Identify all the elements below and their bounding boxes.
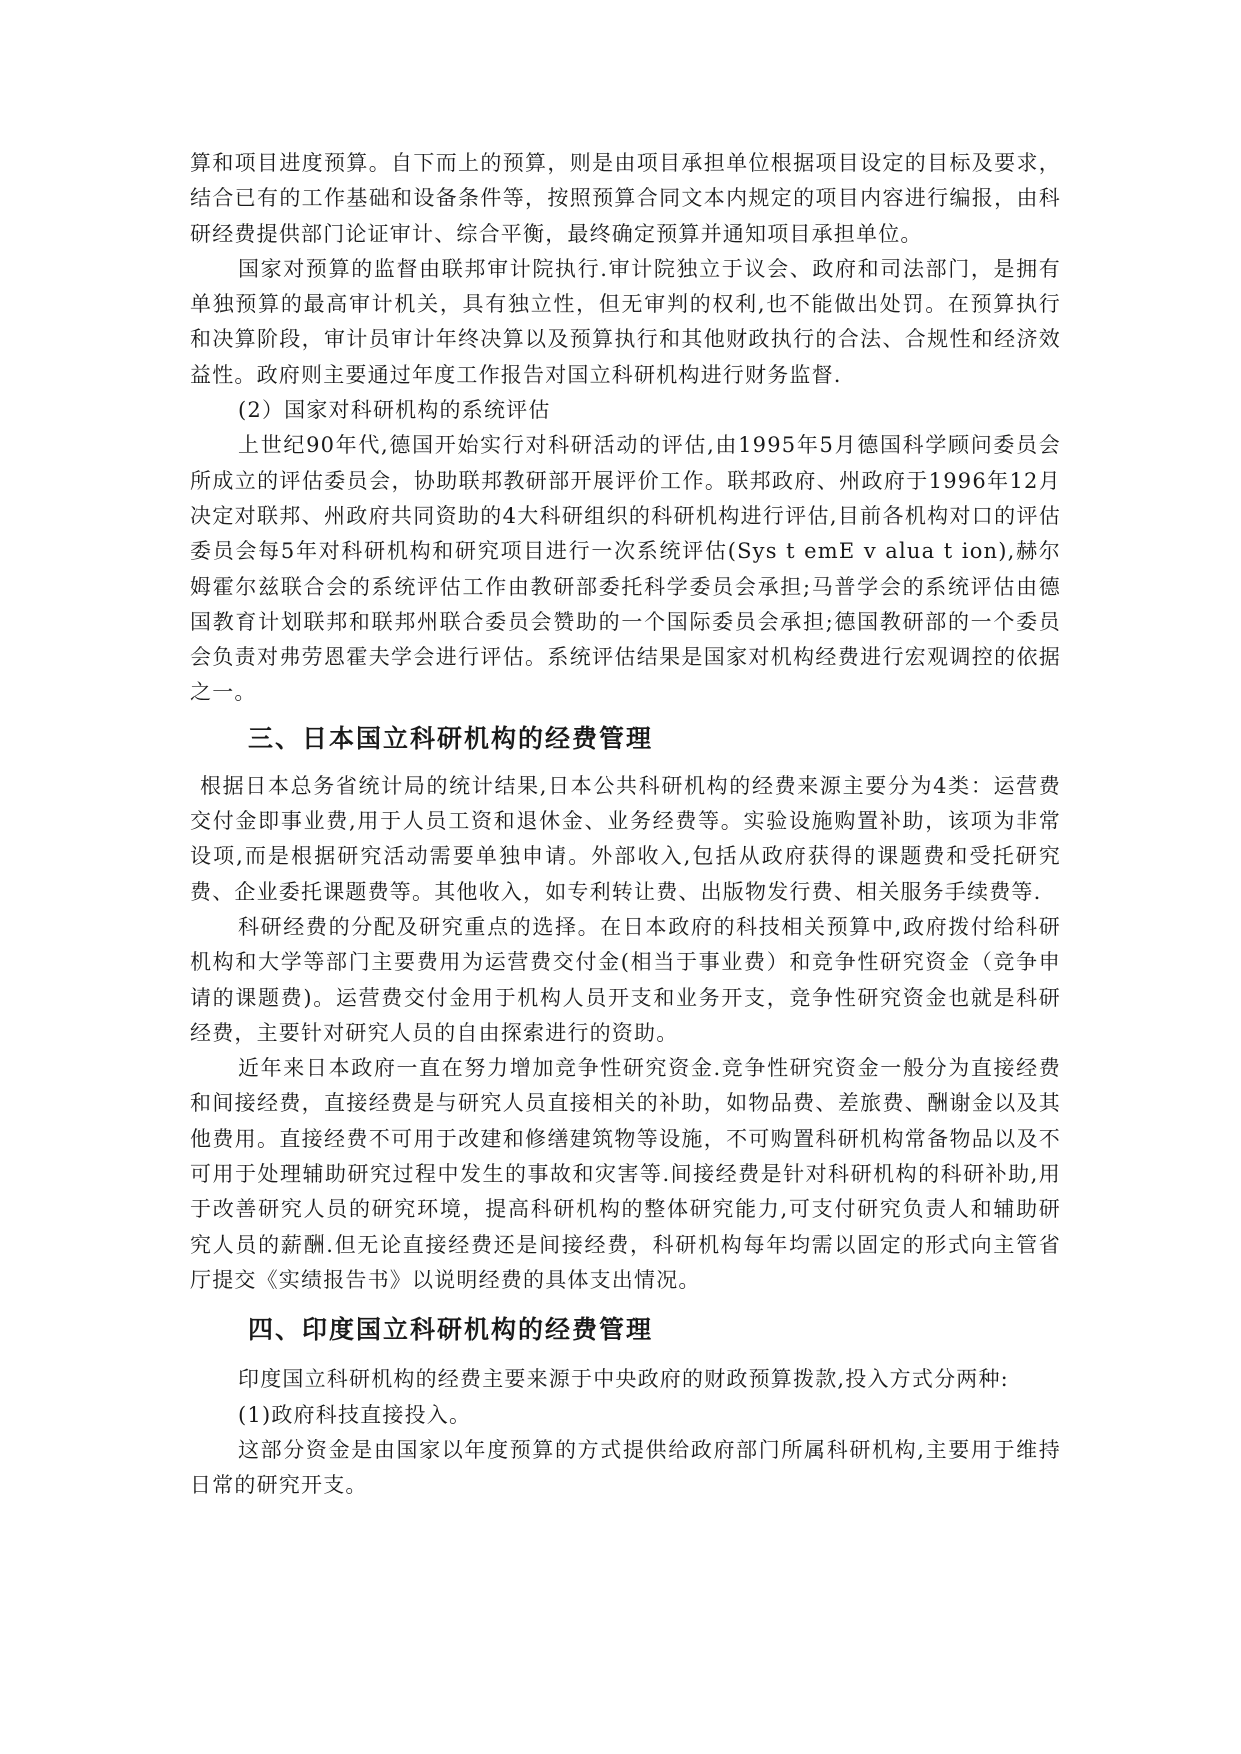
paragraph: 国家对预算的监督由联邦审计院执行.审计院独立于议会、政府和司法部门，是拥有单独预算的最高审计机关，具有独立性，但无审判的权利,也不能做出处罚。在预算执行和决算阶段，审计员审计年终决算以及预算执行和其他财政执行的合法、合规性和经济效益性。政府则主要通过年度工作报告对国立科研机构进行财务监督. — [190, 256, 1061, 387]
paragraph: 科研经费的分配及研究重点的选择。在日本政府的科技相关预算中,政府拨付给科研机构和大学等部门主要费用为运营费交付金(相当于事业费）和竞争性研究资金（竞争申请的课题费)。运营费交付金用于机构人员开支和业务开支，竞争性研究资金也就是科研经费，主要针对研究人员的自由探索进行的资助。 — [190, 914, 1061, 1045]
section-heading: 四、印度国立科研机构的经费管理 — [248, 1315, 654, 1345]
section-heading: 三、日本国立科研机构的经费管理 — [248, 723, 654, 753]
list-item: (1)政府科技直接投入。 — [238, 1402, 472, 1427]
paragraph: 根据日本总务省统计局的统计结果,日本公共科研机构的经费来源主要分为4类：运营费交付金即事业费,用于人员工资和退休金、业务经费等。实验设施购置补助，该项为非常设项,而是根据研究活动需要单独申请。外部收入,包括从政府获得的课题费和受托研究费、企业委托课题费等。其他收入，如专利转让费、出版物发行费、相关服务手续费等. — [190, 773, 1061, 904]
paragraph: 上世纪90年代,德国开始实行对科研活动的评估,由1995年5月德国科学顾问委员会所成立的评估委员会，协助联邦教研部开展评价工作。联邦政府、州政府于1996年12月决定对联邦、州政府共同资助的4大科研组织的科研机构进行评估,目前各机构对口的评估委员会每5年对科研机构和研究项目进行一次系统评估(Sys t emE v alua t ion),赫尔姆霍尔兹联合会的系统评估工作由教研部委托科学委员会承担;马普学会的系统评估由德国教育计划联邦和联邦州联合委员会赞助的一个国际委员会承担;德国教研部的一个委员会负责对弗劳恩霍夫学会进行评估。系统评估结果是国家对机构经费进行宏观调控的依据之一。 — [190, 433, 1061, 705]
paragraph: 这部分资金是由国家以年度预算的方式提供给政府部门所属科研机构,主要用于维持日常的研究开支。 — [190, 1437, 1061, 1498]
paragraph: 印度国立科研机构的经费主要来源于中央政府的财政预算拨款,投入方式分两种: — [238, 1367, 1009, 1392]
paragraph: 近年来日本政府一直在努力增加竞争性研究资金.竞争性研究资金一般分为直接经费和间接经费，直接经费是与研究人员直接相关的补助，如物品费、差旅费、酬谢金以及其他费用。直接经费不可用于改建和修缮建筑物等设施，不可购置科研机构常备物品以及不可用于处理辅助研究过程中发生的事故和灾害等.间接经费是针对科研机构的科研补助,用于改善研究人员的研究环境，提高科研机构的整体研究能力,可支付研究负责人和辅助研究人员的薪酬.但无论直接经费还是间接经费，科研机构每年均需以固定的形式向主管省厅提交《实绩报告书》以说明经费的具体支出情况。 — [190, 1056, 1061, 1292]
paragraph: 算和项目进度预算。自下而上的预算，则是由项目承担单位根据项目设定的目标及要求，结合已有的工作基础和设备条件等，按照预算合同文本内规定的项目内容进行编报，由科研经费提供部门论证审计、综合平衡，最终确定预算并通知项目承担单位。 — [190, 151, 1061, 246]
subheading: (2）国家对科研机构的系统评估 — [238, 398, 551, 423]
